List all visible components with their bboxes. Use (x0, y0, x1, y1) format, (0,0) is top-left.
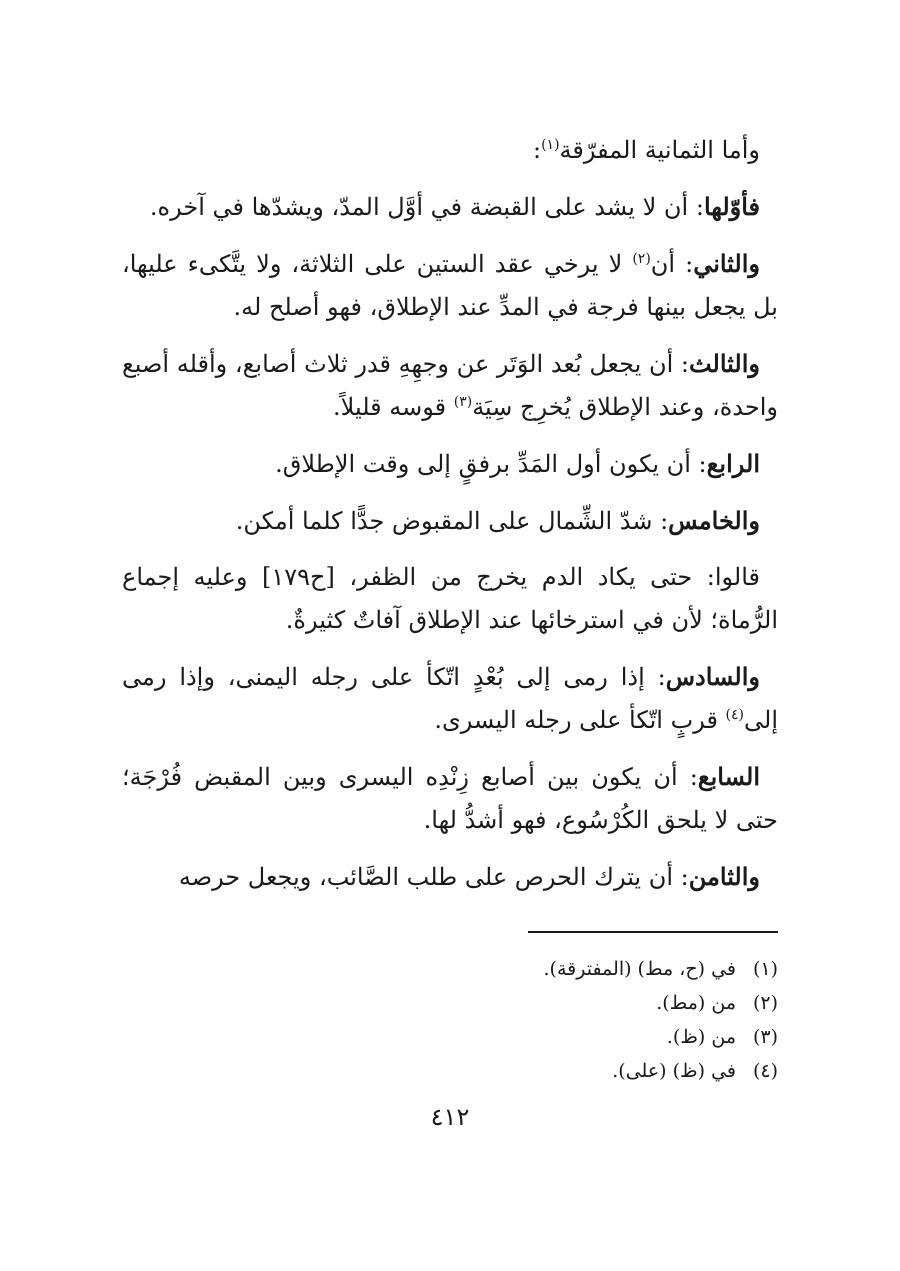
paragraph-text: : أن لا يشد على القبضة في أوَّل المدّ، ويشدّها في آخره. (149, 193, 704, 221)
footnote-divider (528, 931, 778, 933)
paragraph-text: قالوا: حتى يكاد الدم يخرج من الظفر، [ح١٧٩] وعليه إجماع الرُّماة؛ لأن في استرخائها عند الإطلاق آفاتٌ كثيرةٌ. (122, 563, 778, 634)
footnote-item (122, 986, 778, 1020)
page-number: ٤١٢ (430, 1103, 470, 1131)
footnote-ref[interactable]: (٤) (725, 707, 745, 723)
paragraph-lead: والخامس (668, 506, 760, 535)
paragraph-lead: والثالث (688, 349, 760, 378)
paragraph-lead: والثامن (688, 862, 760, 891)
footnote-number: (٤) (752, 1060, 778, 1082)
main-text (122, 128, 778, 912)
footnote-ref[interactable]: (١) (541, 137, 560, 153)
footnotes (122, 952, 778, 1088)
paragraph-text: : إذا رمى إلى بُعْدٍ اتّكأ على رجله اليمنى، وإذا رمى إلى (122, 663, 778, 734)
footnote-text: من (ظ). (666, 1026, 736, 1048)
paragraph-fourth (122, 442, 778, 486)
footnote-text: من (مط). (656, 992, 736, 1014)
paragraph-seventh (122, 755, 778, 842)
footnote-number: (٢) (752, 992, 778, 1014)
footnote-ref[interactable]: (٣) (453, 394, 473, 410)
paragraph-lead: السابع (697, 762, 760, 791)
paragraph-second (122, 242, 778, 329)
paragraph-text: قربٍ اتّكأ على رجله اليسرى. (434, 706, 726, 734)
footnote-number: (١) (752, 958, 778, 980)
paragraph-lead: والسادس (665, 662, 760, 691)
paragraph-text: قوسه قليلاً. (333, 393, 454, 421)
paragraph-text: : أن يكون بين أصابع زِنْدِه اليسرى وبين المقبض فُرْجَة؛ حتى لا يلحق الكُرْسُوع، فهو أشدُّ لها. (122, 763, 778, 834)
footnote-item (122, 1054, 778, 1088)
paragraph-quote (122, 556, 778, 642)
paragraph-text: : (532, 136, 542, 164)
paragraph-intro (122, 128, 778, 172)
footnote-item (122, 1020, 778, 1054)
footnote-ref[interactable]: (٢) (632, 251, 651, 267)
paragraph-fifth (122, 499, 778, 543)
paragraph-text: : شدّ الشِّمال على المقبوض جدًّا كلما أمكن. (235, 507, 669, 535)
paragraph-text: لا يرخي عقد الستين على الثلاثة، ولا يتَّكىء عليها، بل يجعل بينها فرجة في المدِّ عند الإطلاق، فهو أصلح له. (122, 250, 778, 321)
paragraph-lead: فأوّلها (703, 192, 760, 221)
footnote-text: في (ظ) (على). (612, 1060, 736, 1082)
paragraph-text: : أن يجعل بُعد الوَتَر عن وجهِهِ قدر ثلاث أصابع، وأقله أصبع واحدة، وعند الإطلاق يُخرِج سِيَة (122, 350, 778, 421)
footnote-text: في (ح، مط) (المفترقة). (543, 958, 736, 980)
paragraph-text: وأما الثمانية المفرّقة (559, 136, 760, 164)
paragraph-lead: الرابع (706, 449, 760, 478)
paragraph-third (122, 342, 778, 429)
paragraph-text: : أن يترك الحرص على طلب الصَّائب، ويجعل حرصه (178, 863, 689, 891)
paragraph-sixth (122, 655, 778, 742)
paragraph-first (122, 185, 778, 229)
paragraph-text: : أن (650, 250, 694, 278)
paragraph-lead: والثاني (693, 249, 760, 278)
paragraph-text: : أن يكون أول المَدِّ برفقٍ إلى وقت الإطلاق. (275, 450, 707, 478)
footnote-item (122, 952, 778, 986)
paragraph-eighth (122, 855, 778, 899)
footnote-number: (٣) (752, 1026, 778, 1048)
